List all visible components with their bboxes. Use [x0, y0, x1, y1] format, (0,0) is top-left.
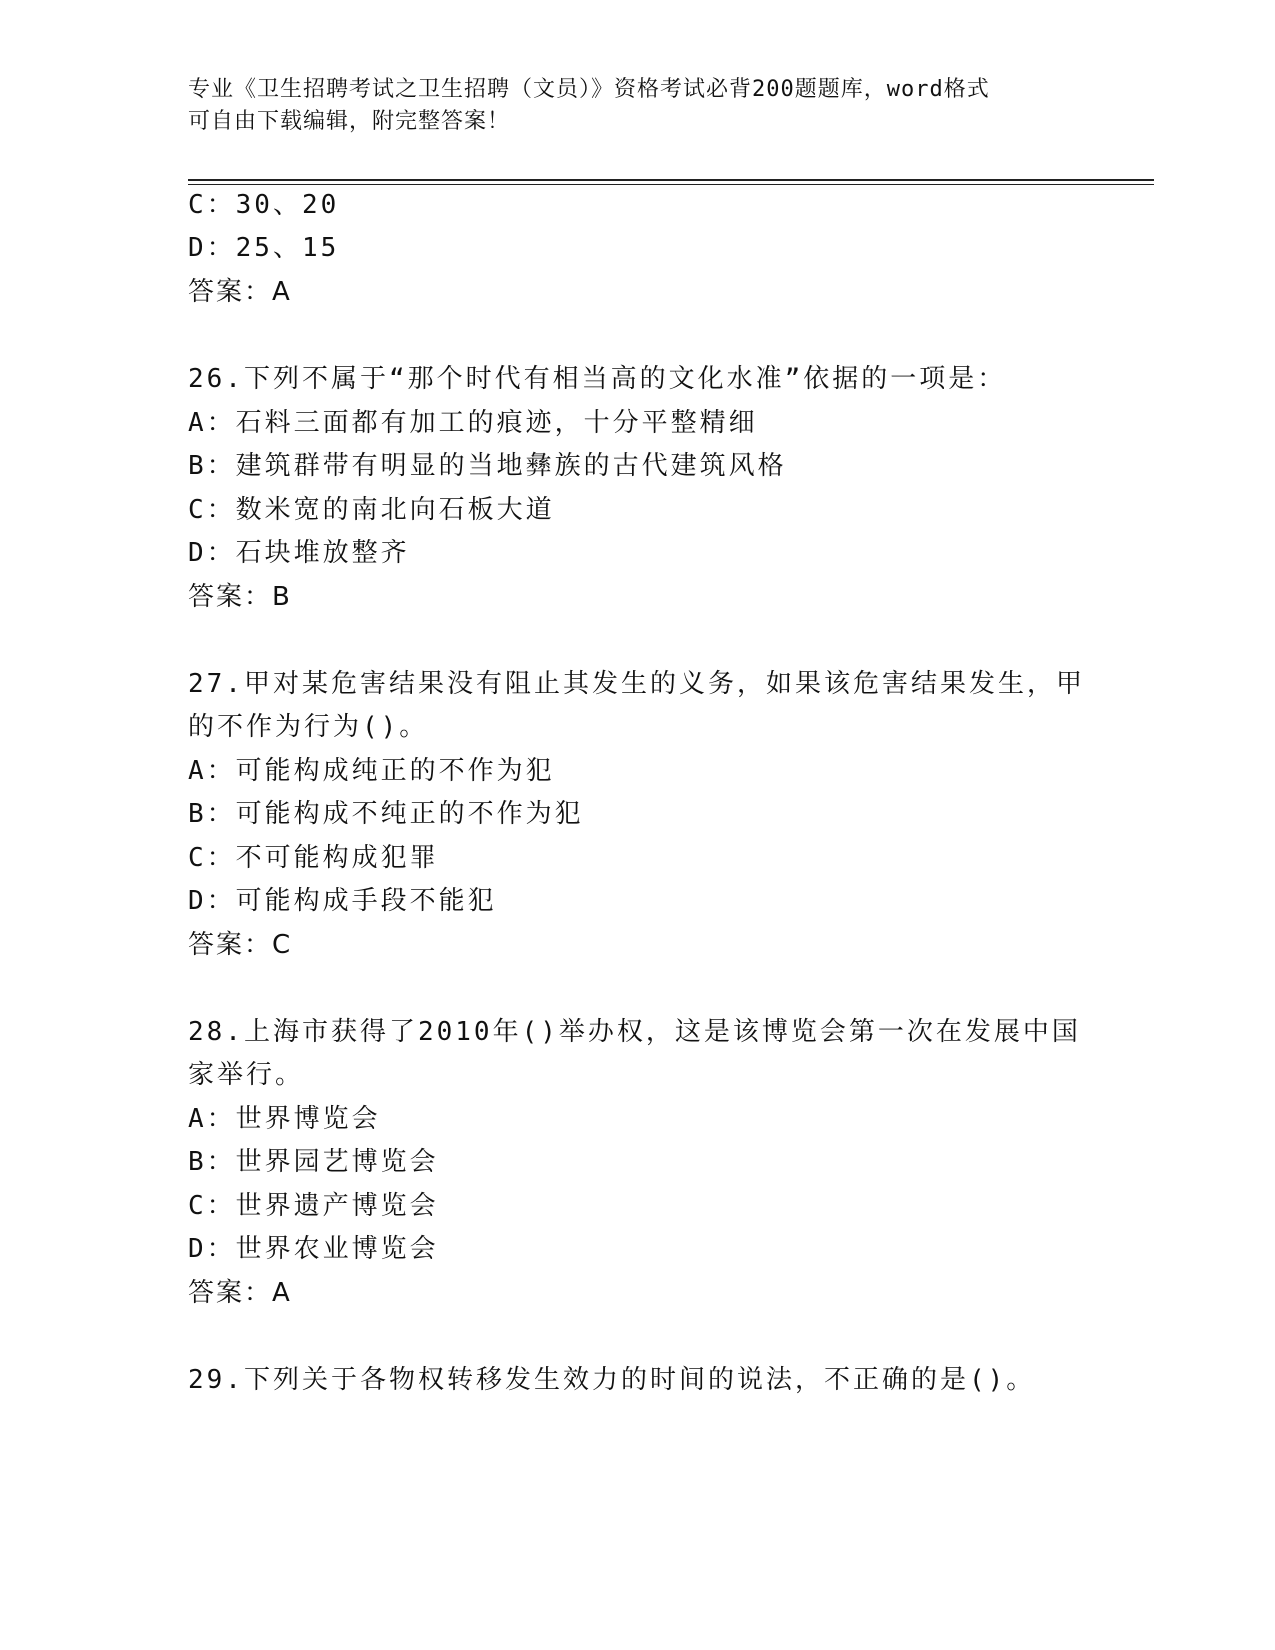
header-rule-thick [188, 179, 1154, 181]
q26-answer: 答案：B [188, 582, 292, 612]
q27-option-a: A：可能构成纯正的不作为犯 [188, 756, 555, 786]
q28-stem-line-1: 28.上海市获得了2010年()举办权，这是该博览会第一次在发展中国 [188, 1017, 1081, 1047]
document-header [188, 74, 1088, 138]
q27-stem-line-2: 的不作为行为()。 [188, 712, 429, 742]
q28-option-d: D：世界农业博览会 [188, 1234, 439, 1264]
q26-option-d: D：石块堆放整齐 [188, 538, 410, 568]
q27-option-d: D：可能构成手段不能犯 [188, 886, 497, 916]
q27-option-c: C：不可能构成犯罪 [188, 843, 439, 873]
q26-option-a: A：石料三面都有加工的痕迹，十分平整精细 [188, 408, 758, 438]
q25-option-d: D：25、15 [188, 233, 340, 263]
q27-option-b: B：可能构成不纯正的不作为犯 [188, 799, 584, 829]
q26-option-b: B：建筑群带有明显的当地彝族的古代建筑风格 [188, 451, 787, 481]
header-title-line-1: 专业《卫生招聘考试之卫生招聘（文员）》资格考试必背200题题库，word格式 [188, 77, 990, 102]
q29-stem: 29.下列关于各物权转移发生效力的时间的说法，不正确的是()。 [188, 1365, 1036, 1395]
header-title-line-2: 可自由下载编辑，附完整答案！ [188, 109, 511, 134]
q26-option-c: C：数米宽的南北向石板大道 [188, 495, 555, 525]
q25-option-c: C：30、20 [188, 190, 340, 220]
q28-stem-line-2: 家举行。 [188, 1060, 305, 1090]
header-rule-thin [188, 184, 1154, 185]
q25-answer: 答案：A [188, 277, 292, 307]
q28-answer: 答案：A [188, 1278, 292, 1308]
q27-answer: 答案：C [188, 930, 293, 960]
q28-option-a: A：世界博览会 [188, 1104, 381, 1134]
q27-stem-line-1: 27.甲对某危害结果没有阻止其发生的义务，如果该危害结果发生，甲 [188, 669, 1085, 699]
q28-option-b: B：世界园艺博览会 [188, 1147, 439, 1177]
q28-option-c: C：世界遗产博览会 [188, 1191, 439, 1221]
q26-stem: 26.下列不属于“那个时代有相当高的文化水准”依据的一项是： [188, 364, 1007, 394]
